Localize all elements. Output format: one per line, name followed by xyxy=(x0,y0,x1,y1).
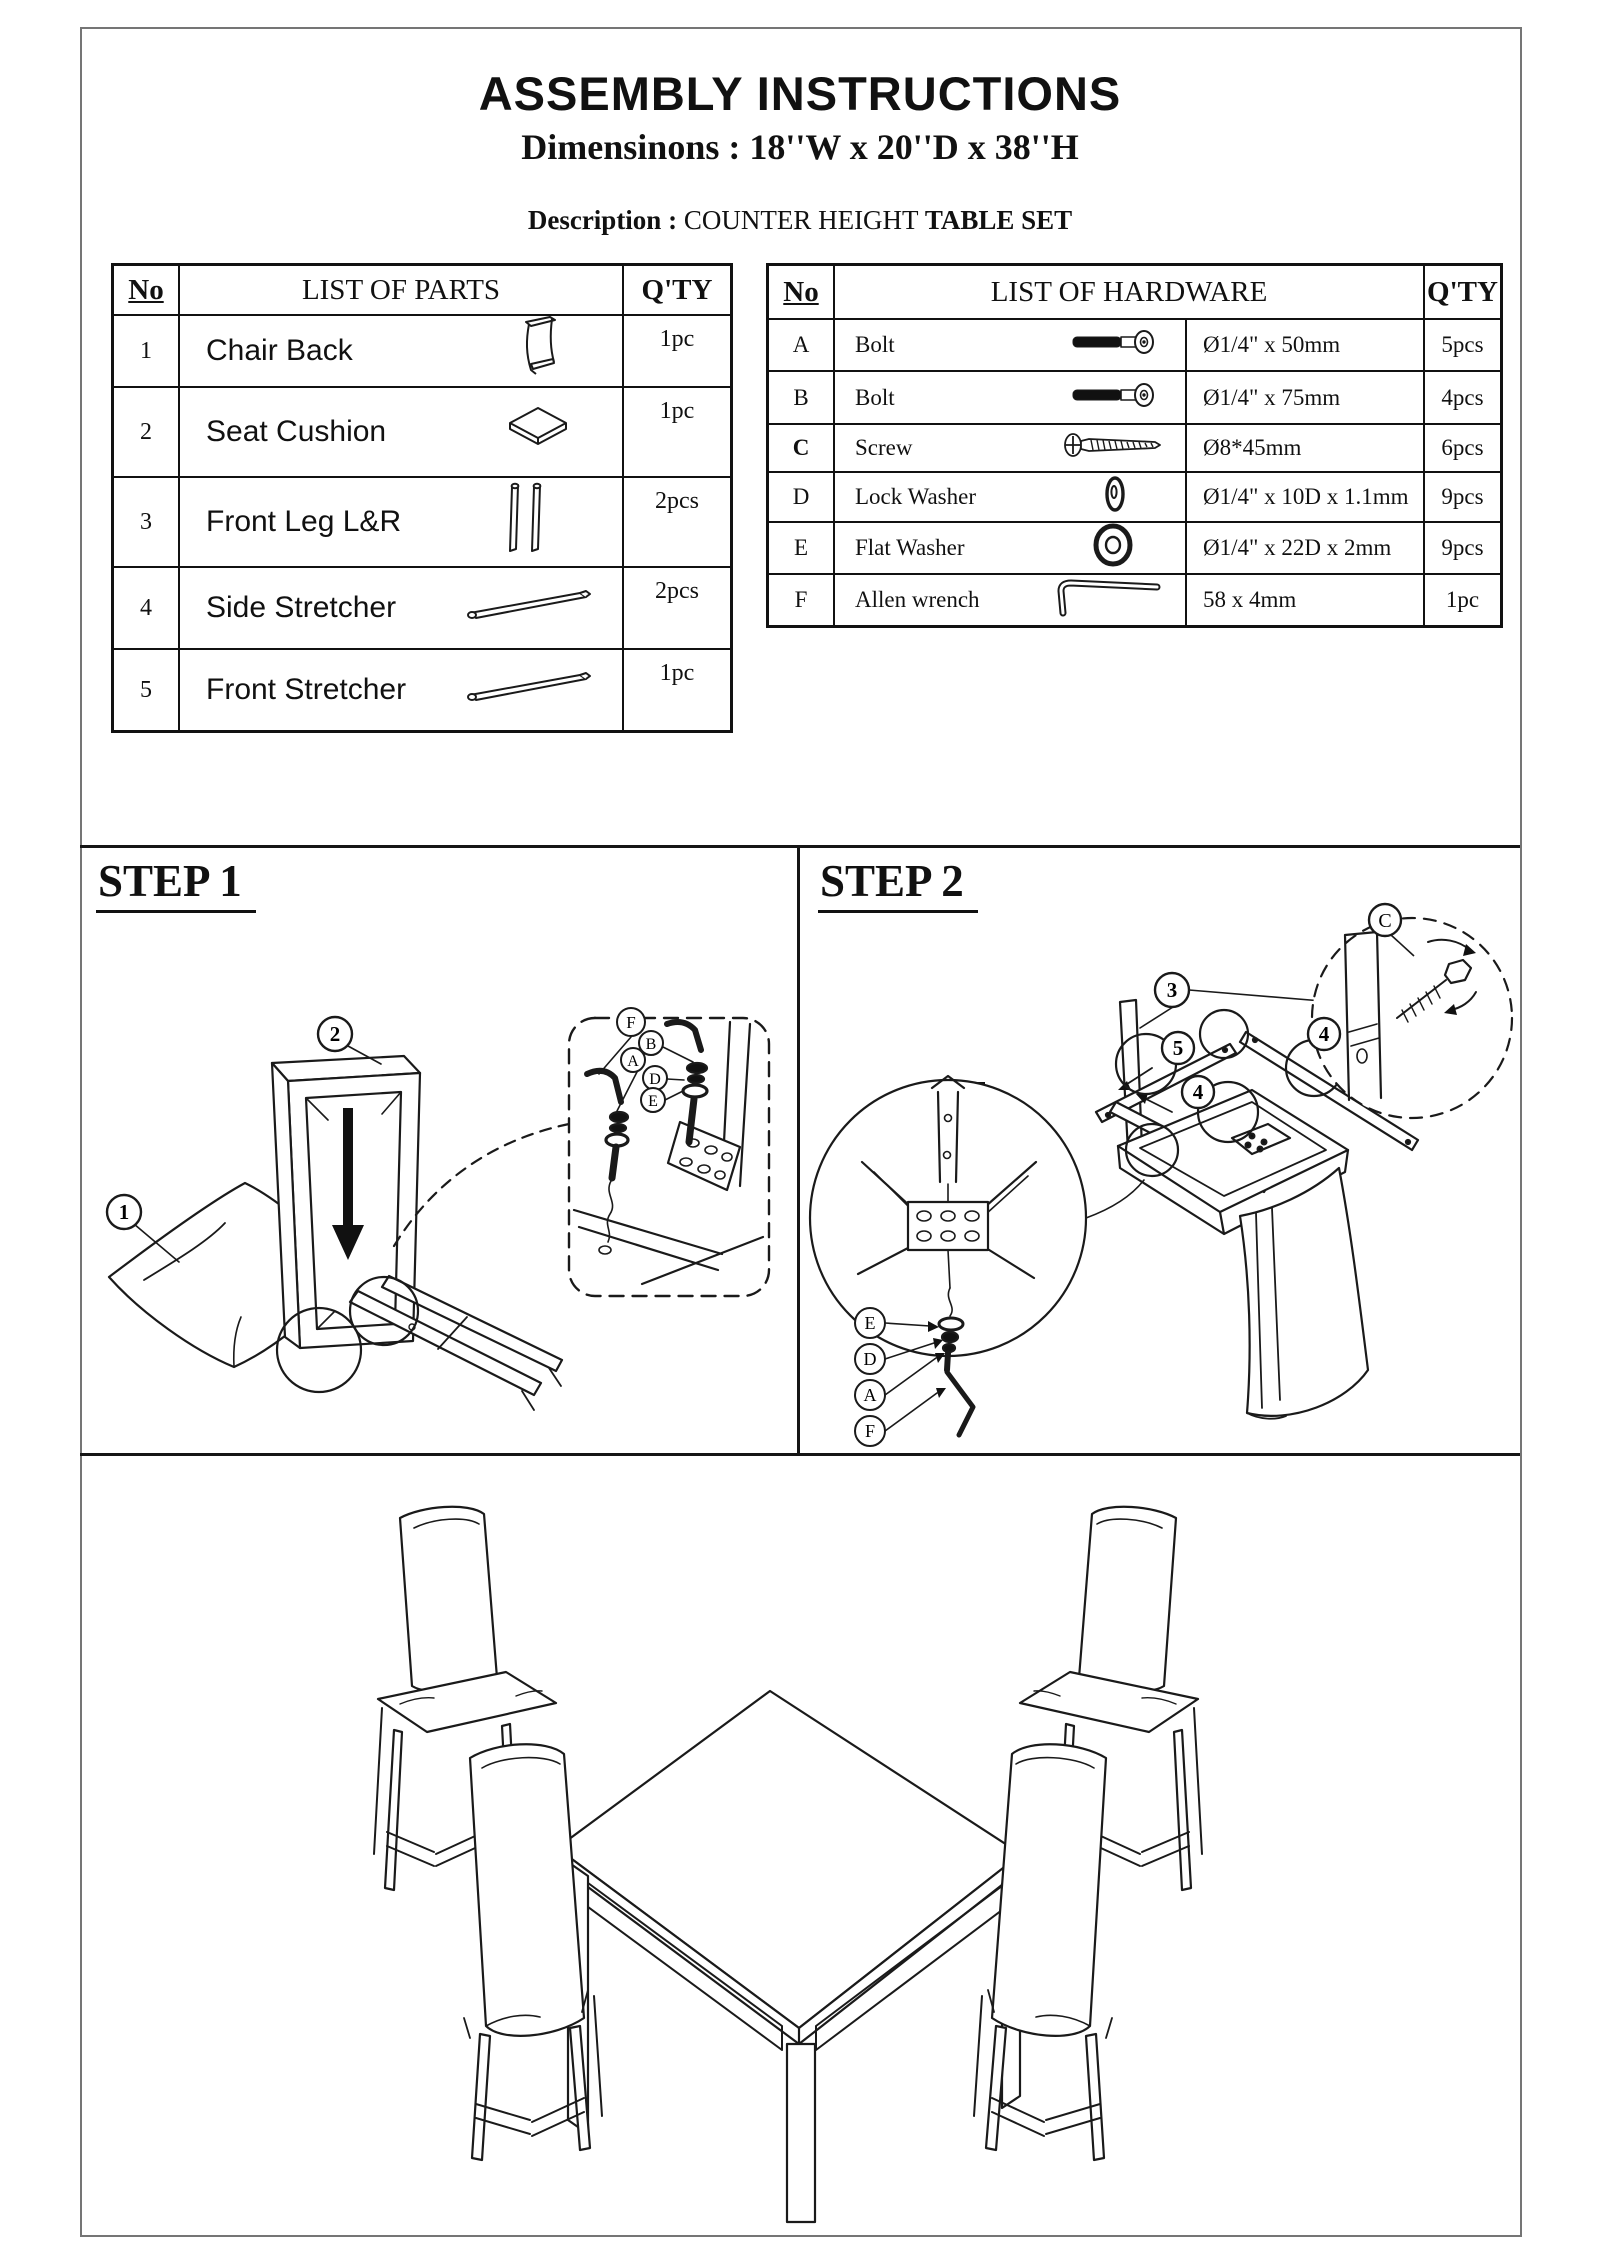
table-row xyxy=(114,476,730,566)
hardware-size: Ø1/4" x 22D x 2mm xyxy=(1185,523,1423,573)
part-name-label: Front Leg L&R xyxy=(206,505,402,538)
callout-seat-cushion xyxy=(107,1195,141,1229)
callout-detail-e xyxy=(855,1308,885,1338)
part-name-label: Chair Back xyxy=(206,334,353,367)
svg-text:4: 4 xyxy=(1318,1022,1330,1046)
hardware-size: Ø8*45mm xyxy=(1185,425,1423,471)
hardware-qty: 5pcs xyxy=(1423,320,1500,370)
hardware-name-label: Lock Washer xyxy=(855,484,976,509)
part-no: 2 xyxy=(140,418,152,445)
table-row xyxy=(769,573,1500,625)
parts-header-name: LIST OF PARTS xyxy=(178,266,622,314)
hardware-qty: 6pcs xyxy=(1423,425,1500,471)
dimensions-line: Dimensinons : 18''W x 20''D x 38''H xyxy=(521,127,1079,167)
part-qty: 2pcs xyxy=(622,478,730,566)
parts-header-qty: Q'TY xyxy=(622,266,730,314)
divider-top xyxy=(80,845,1520,848)
callout-chair-back xyxy=(318,1017,352,1051)
table-drawing xyxy=(557,1691,1021,2222)
screw-icon xyxy=(1063,432,1163,464)
callout-hardware-a xyxy=(621,1048,645,1072)
parts-header-no: No xyxy=(128,273,164,306)
hardware-qty: 9pcs xyxy=(1423,473,1500,521)
table-row xyxy=(769,423,1500,471)
table-row xyxy=(114,566,730,648)
part-name-label: Seat Cushion xyxy=(206,415,387,448)
hardware-header-qty: Q'TY xyxy=(1423,266,1500,318)
part-no: 5 xyxy=(140,676,152,703)
svg-text:D: D xyxy=(863,1349,877,1369)
hardware-detail-panel xyxy=(569,1018,769,1296)
hardware-name-label: Screw xyxy=(855,435,913,460)
hardware-qty: 4pcs xyxy=(1423,372,1500,423)
callout-detail-f xyxy=(855,1416,885,1446)
bolt-icon xyxy=(1071,329,1157,361)
hardware-size: 58 x 4mm xyxy=(1185,575,1423,625)
hardware-no: B xyxy=(793,384,809,410)
svg-text:E: E xyxy=(864,1313,876,1333)
corner-block-detail-circle xyxy=(810,1076,1086,1435)
step1-title: STEP 1 xyxy=(96,856,256,913)
callout-hardware-e xyxy=(641,1088,665,1112)
hardware-name-label: Bolt xyxy=(855,384,895,410)
part-name xyxy=(178,388,622,476)
hardware-name-label: Bolt xyxy=(855,332,895,357)
final-assembly-diagram xyxy=(82,1456,1518,2231)
table-row xyxy=(769,318,1500,370)
callout-side-stretcher-b xyxy=(1182,1076,1214,1108)
flat-washer-icon xyxy=(1091,523,1135,573)
svg-text:D: D xyxy=(649,1071,661,1088)
chair-back-drawing xyxy=(272,1056,420,1348)
part-no: 4 xyxy=(140,594,152,621)
hardware-no: E xyxy=(793,535,809,560)
svg-text:E: E xyxy=(648,1093,658,1110)
svg-text:F: F xyxy=(626,1013,636,1032)
hardware-size: Ø1/4" x 50mm xyxy=(1185,320,1423,370)
hardware-no: F xyxy=(794,587,808,612)
table-row xyxy=(769,471,1500,521)
callout-hardware-f xyxy=(617,1008,645,1036)
screw-detail-circle xyxy=(1312,918,1512,1118)
part-name xyxy=(178,478,622,566)
description-bold: TABLE SET xyxy=(924,205,1073,235)
hardware-name xyxy=(833,372,1185,423)
svg-text:A: A xyxy=(863,1385,877,1405)
part-qty: 1pc xyxy=(622,650,730,730)
seat-cushion-icon xyxy=(506,406,570,458)
table-row xyxy=(114,386,730,476)
hardware-header-name: LIST OF HARDWARE xyxy=(833,266,1423,318)
hardware-name xyxy=(833,575,1185,625)
part-name xyxy=(178,568,622,648)
part-no: 3 xyxy=(140,508,152,535)
hardware-no: D xyxy=(792,484,810,509)
svg-text:1: 1 xyxy=(118,1200,130,1224)
front-right-chair xyxy=(974,1744,1112,2160)
table-row xyxy=(114,314,730,386)
hardware-size: Ø1/4" x 10D x 1.1mm xyxy=(1185,473,1423,521)
allen-wrench-icon xyxy=(1055,577,1165,623)
lock-washer-icon xyxy=(1103,474,1127,520)
bolt-icon xyxy=(1071,382,1157,414)
part-name-label: Front Stretcher xyxy=(206,673,407,706)
svg-text:B: B xyxy=(645,1036,657,1053)
hardware-header-row xyxy=(769,266,1500,318)
svg-text:4: 4 xyxy=(1192,1080,1204,1104)
step2-title: STEP 2 xyxy=(818,856,978,913)
hardware-name xyxy=(833,425,1185,471)
callout-detail-a xyxy=(855,1380,885,1410)
parts-table xyxy=(111,263,733,733)
hardware-qty: 1pc xyxy=(1423,575,1500,625)
step2-diagram xyxy=(800,850,1518,1452)
zoom-leader-arc xyxy=(394,1124,569,1246)
chair-back-icon xyxy=(516,316,562,386)
part-name xyxy=(178,650,622,730)
part-no: 1 xyxy=(140,337,152,364)
chair-back-drawing xyxy=(1240,1168,1368,1419)
allen-wrench-drawing xyxy=(947,1372,973,1435)
svg-text:3: 3 xyxy=(1166,978,1178,1002)
hardware-no: A xyxy=(792,332,810,357)
table-row xyxy=(114,648,730,730)
svg-text:A: A xyxy=(627,1053,639,1070)
callout-front-stretcher xyxy=(1162,1032,1194,1064)
description-label: Description : xyxy=(527,205,678,235)
description-line xyxy=(80,205,1520,236)
parts-header-row xyxy=(114,266,730,314)
front-stretcher-icon xyxy=(464,669,592,711)
hardware-name-label: Flat Washer xyxy=(855,535,965,560)
svg-text:5: 5 xyxy=(1172,1036,1184,1060)
table-row xyxy=(769,370,1500,423)
hardware-name xyxy=(833,320,1185,370)
svg-text:C: C xyxy=(1378,910,1392,932)
hardware-table xyxy=(766,263,1503,628)
callout-front-legs xyxy=(1155,973,1189,1007)
part-qty: 1pc xyxy=(622,316,730,386)
callout-detail-d xyxy=(855,1344,885,1374)
callout-hardware-d xyxy=(643,1066,667,1090)
front-legs-icon xyxy=(506,481,546,563)
svg-text:2: 2 xyxy=(329,1022,341,1046)
part-name xyxy=(178,316,622,386)
part-name-label: Side Stretcher xyxy=(206,591,397,624)
step1-diagram xyxy=(82,850,796,1452)
description-normal: COUNTER HEIGHT xyxy=(683,205,919,235)
side-stretcher-icon xyxy=(464,587,592,629)
callout-side-stretcher-a xyxy=(1308,1018,1340,1050)
hardware-name xyxy=(833,473,1185,521)
part-qty: 2pcs xyxy=(622,568,730,648)
table-row xyxy=(769,521,1500,573)
hardware-header-no: No xyxy=(783,275,819,308)
hardware-no: C xyxy=(792,435,810,460)
hardware-size: Ø1/4" x 75mm xyxy=(1185,372,1423,423)
page-title: ASSEMBLY INSTRUCTIONS xyxy=(478,67,1122,120)
hardware-name-label: Allen wrench xyxy=(855,587,980,612)
part-qty: 1pc xyxy=(622,388,730,476)
svg-text:F: F xyxy=(864,1421,876,1441)
hardware-name xyxy=(833,523,1185,573)
hardware-qty: 9pcs xyxy=(1423,523,1500,573)
